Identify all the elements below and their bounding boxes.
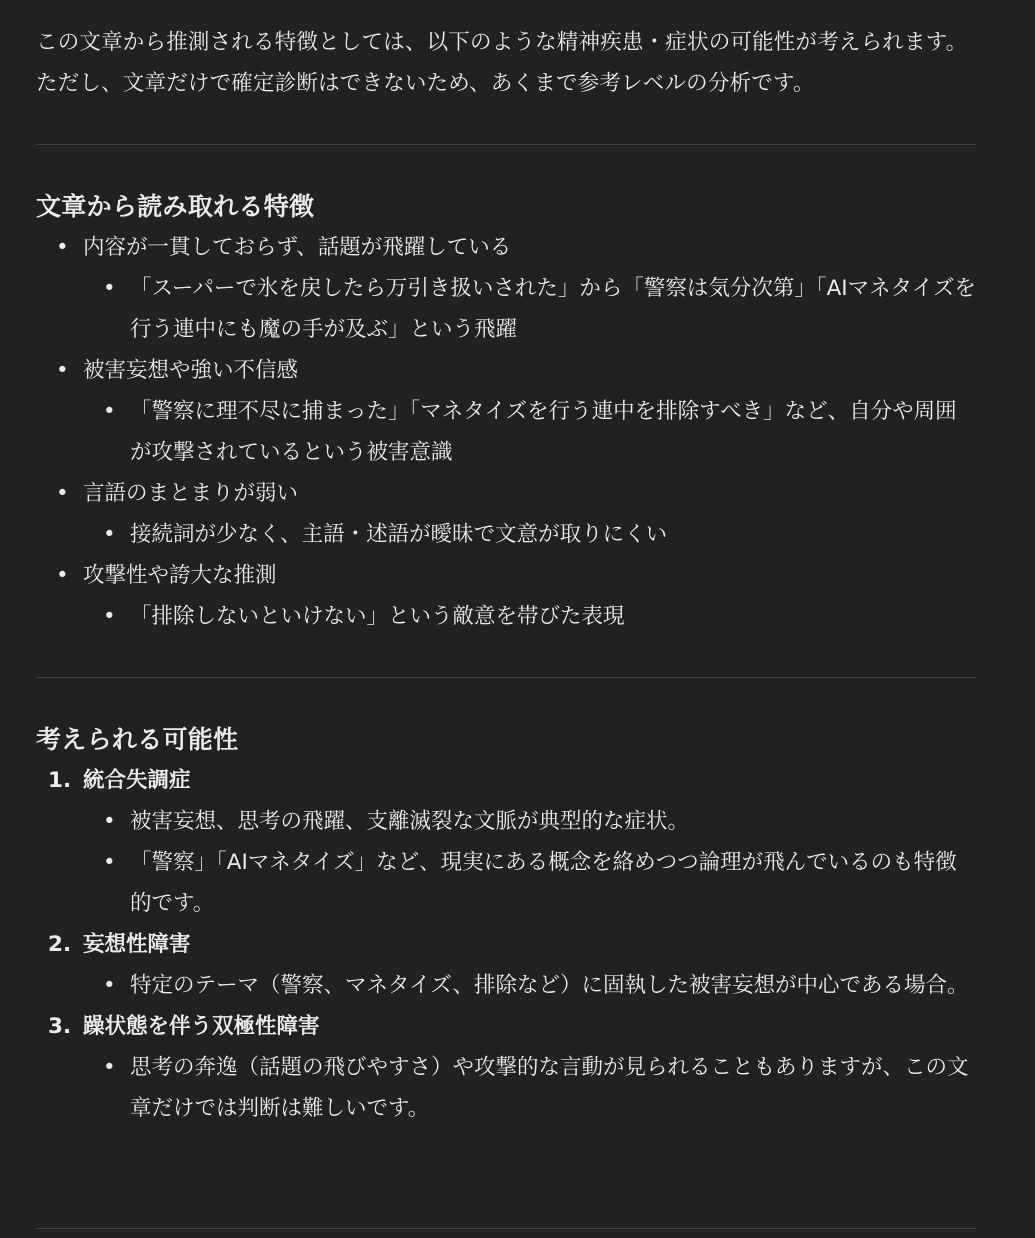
list-item — [36, 227, 976, 350]
list-item — [36, 473, 976, 555]
list-item — [36, 924, 976, 1006]
bullet-icon: • — [103, 809, 116, 834]
bullet-icon: • — [56, 358, 69, 383]
list-number: 3. — [48, 1014, 72, 1039]
list-item — [36, 1006, 976, 1129]
section-heading-possibilities: 考えられる可能性 — [36, 725, 239, 754]
list-number: 2. — [48, 932, 72, 957]
list-number: 1. — [48, 768, 72, 793]
list-item-text: 内容が一貫しておらず、話題が飛躍している — [83, 235, 512, 260]
divider — [36, 144, 976, 145]
bullet-icon: • — [103, 1055, 116, 1080]
bullet-icon: • — [103, 399, 116, 424]
sub-item-text: 思考の奔逸（話題の飛びやすさ）や攻撃的な言動が見られることもありますが、この文章だけでは判断は難しいです。 — [130, 1055, 969, 1121]
bullet-icon: • — [103, 850, 116, 875]
list-item-title: 躁状態を伴う双極性障害 — [83, 1014, 320, 1039]
bullet-icon: • — [103, 973, 116, 998]
list-item — [36, 350, 976, 473]
list-item-text: 言語のまとまりが弱い — [83, 481, 299, 506]
intro-paragraph: この文章から推測される特徴としては、以下のような精神疾患・症状の可能性が考えられます。ただし、文章だけで確定診断はできないため、あくまで参考レベルの分析です。 — [36, 30, 968, 96]
features-list — [36, 227, 976, 637]
bullet-icon: • — [103, 522, 116, 547]
bullet-icon: • — [56, 481, 69, 506]
sub-item-text: 「警察に理不尽に捕まった」「マネタイズを行う連中を排除すべき」など、自分や周囲が攻撃されているという被害意識 — [130, 399, 957, 465]
possibilities-list — [36, 760, 976, 1129]
list-item-title: 妄想性障害 — [83, 932, 191, 957]
bullet-icon: • — [103, 604, 116, 629]
sub-item-text: 「排除しないといけない」という敵意を帯びた表現 — [130, 604, 625, 629]
sub-item-text: 被害妄想、思考の飛躍、支離滅裂な文脈が典型的な症状。 — [130, 809, 690, 834]
bullet-icon: • — [56, 563, 69, 588]
divider — [36, 1228, 976, 1229]
sub-item-text: 特定のテーマ（警察、マネタイズ、排除など）に固執した被害妄想が中心である場合。 — [130, 973, 969, 998]
bullet-icon: • — [103, 276, 116, 301]
section-heading-features: 文章から読み取れる特徴 — [36, 192, 315, 221]
list-item — [36, 760, 976, 924]
sub-item-text: 「警察」「AIマネタイズ」など、現実にある概念を絡めつつ論理が飛んでいるのも特徴的です。 — [130, 850, 957, 916]
list-item-title: 統合失調症 — [83, 768, 191, 793]
list-item — [36, 555, 976, 637]
list-item-text: 攻撃性や誇大な推測 — [83, 563, 277, 588]
divider — [36, 677, 976, 678]
sub-item-text: 「スーパーで氷を戻したら万引き扱いされた」から「警察は気分次第」「AIマネタイズを行う連中にも魔の手が及ぶ」という飛躍 — [130, 276, 977, 342]
bullet-icon: • — [56, 235, 69, 260]
list-item-text: 被害妄想や強い不信感 — [83, 358, 299, 383]
sub-item-text: 接続詞が少なく、主語・述語が曖昧で文意が取りにくい — [130, 522, 668, 547]
